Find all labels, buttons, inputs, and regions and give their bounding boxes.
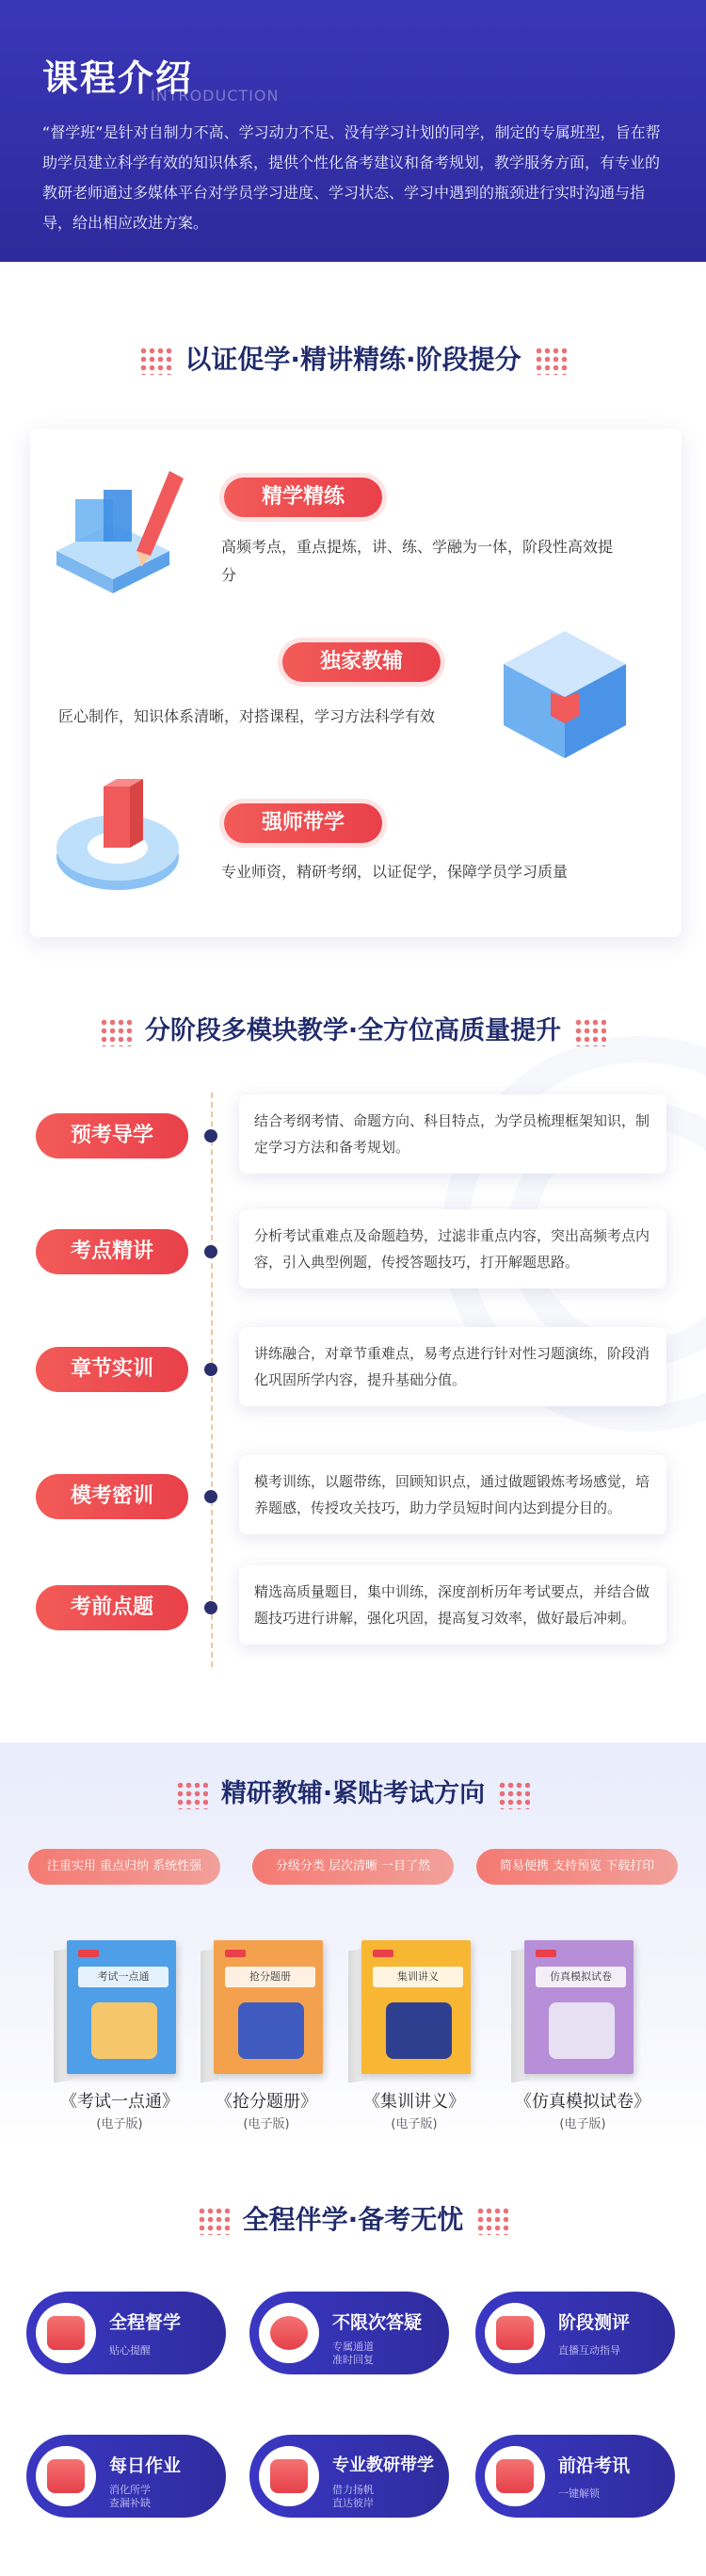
feature-text-3: 专业师资，精研考纲，以证促学，保障学员学习质量 [221,863,569,881]
document-icon [36,2446,96,2506]
brand-logo-icon [536,1950,556,1957]
dots-decoration-icon [476,2207,508,2235]
book-cover-title: 集训讲义 [373,1967,463,1987]
cube-illustration-icon [494,622,635,763]
stage-text-2: 分析考试重难点及命题趋势，过滤非重点内容，突出高频考点内容，引入典型例题，传授答题技巧，打开解题思路。 [239,1209,666,1288]
dots-decoration-icon [198,2207,230,2235]
service-unlimited-qa: 不限次答疑 专属通道 准时回复 [249,2292,449,2374]
timeline-dot [204,1601,217,1614]
section4-title: 全程伴学·备考无忧 [0,2199,706,2237]
book-edition-4: (电子版) [559,2117,606,2131]
section3-title: 精研教辅·紧贴考试方向 [0,1773,706,1809]
brand-logo-icon [78,1950,99,1957]
chart-board-icon [259,2446,319,2506]
stage-text-3: 讲练融合，对章节重难点，易考点进行针对性习题演练，阶段消化巩固所学内容，提升基础分值。 [239,1327,666,1406]
pencil-blocks-illustration-icon [47,462,198,603]
feature-text-1: 高频考点，重点提炼，讲、练、学融为一体，阶段性高效提分 [221,538,614,584]
book-name-4: 《仿真模拟试卷》 [515,2092,650,2112]
brand-logo-icon [373,1950,393,1957]
book-cover-1 [54,1940,176,2082]
book-cover-title: 考试一点通 [78,1967,168,1987]
stage-pill-3: 章节实训 [36,1347,188,1392]
dots-decoration-icon [574,1018,606,1046]
feature-pill-3: 强师带学 [224,803,382,843]
feature-pill-1: 精学精练 [224,478,382,517]
book-edition-1: (电子版) [96,2117,143,2131]
feature-tag-1: 注重实用 重点归纳 系统性强 [28,1849,220,1885]
hero-title: 课程介绍 [42,57,194,99]
chat-bubble-icon [36,2303,96,2363]
service-exam-news: 前沿考讯 一键解锁 [475,2435,675,2518]
timeline-dot [204,1490,217,1503]
book-cover-title: 仿真模拟试卷 [536,1967,626,1987]
stage-text-4: 模考训练，以题带练，回顾知识点，通过做题锻炼考场感觉，培养题感，传授攻关技巧，助力学员短时间内达到提分目的。 [239,1455,666,1534]
hero-banner [0,0,706,262]
calendar-check-icon [485,2446,545,2506]
timeline-dot [204,1363,217,1376]
workspace-illustration-icon [238,2002,304,2059]
service-research-teaching: 专业教研带学 借力扬帆 直达彼岸 [249,2435,449,2518]
timeline-line [211,1093,213,1667]
book-cover-title: 抢分题册 [225,1967,315,1987]
dots-decoration-icon [139,347,171,375]
headset-icon [259,2303,319,2363]
book-edition-3: (电子版) [391,2117,438,2131]
book-name-3: 《集训讲义》 [363,2092,465,2112]
dots-decoration-icon [100,1018,132,1046]
book-name-2: 《抢分题册》 [216,2092,317,2112]
stage-pill-1: 预考导学 [36,1113,188,1158]
teacher-illustration-icon [386,2002,452,2059]
service-daily-homework: 每日作业 消化所学 查漏补缺 [26,2435,226,2518]
brand-logo-icon [225,1950,246,1957]
service-supervision: 全程督学 贴心提醒 [26,2292,226,2374]
study-illustration-icon [549,2002,615,2059]
stage-text-5: 精选高质量题目，集中训练，深度剖析历年考试要点，并结合做题技巧进行讲解，强化巩固，提高复习效率，做好最后冲刺。 [239,1565,666,1644]
service-stage-test: 阶段测评 直播互动指导 [475,2292,675,2374]
book-cover-4 [511,1940,634,2082]
feature-tag-3: 简易便携 支持预览 下载打印 [476,1849,678,1885]
feature-pill-2: 独家教辅 [282,642,441,682]
feature-tag-2: 分级分类 层次清晰 一目了然 [252,1849,454,1885]
feature-text-2: 匠心制作，知识体系清晰，对搭课程，学习方法科学有效 [58,707,436,725]
timeline-dot [204,1245,217,1258]
stage-text-1: 结合考纲考情、命题方向、科目特点，为学员梳理框架知识，制定学习方法和备考规划。 [239,1094,666,1174]
book-name-1: 《考试一点通》 [60,2092,179,2112]
book-cover-3 [348,1940,471,2082]
dots-decoration-icon [176,1781,208,1809]
person-illustration-icon [91,2002,157,2059]
hero-subtitle-en: INTRODUCTION [151,87,280,105]
presenter-icon [485,2303,545,2363]
stage-pill-4: 模考密训 [36,1474,188,1519]
ring-chart-illustration-icon [47,768,198,909]
stage-pill-2: 考点精讲 [36,1229,188,1274]
dots-decoration-icon [535,347,567,375]
stage-pill-5: 考前点题 [36,1585,188,1630]
section2-title: 分阶段多模块教学·全方位高质量提升 [0,1010,706,1046]
section1-title: 以证促学·精讲精练·阶段提分 [0,339,706,377]
hero-description: “督学班”是针对自制力不高、学习动力不足、没有学习计划的同学，制定的专属班型，旨在帮助学员建立科学有效的知识体系，提供个性化备考建议和备考规划，教学服务方面，有专业的教研老师通过多媒体平台对学员学习进度、学习状态、学习中遇到的瓶颈进行实时沟通与指导，给出相应改进方案。 [42,123,661,232]
dots-decoration-icon [498,1781,530,1809]
timeline-dot [204,1129,217,1142]
book-edition-2: (电子版) [243,2117,290,2131]
book-cover-2 [201,1940,323,2082]
